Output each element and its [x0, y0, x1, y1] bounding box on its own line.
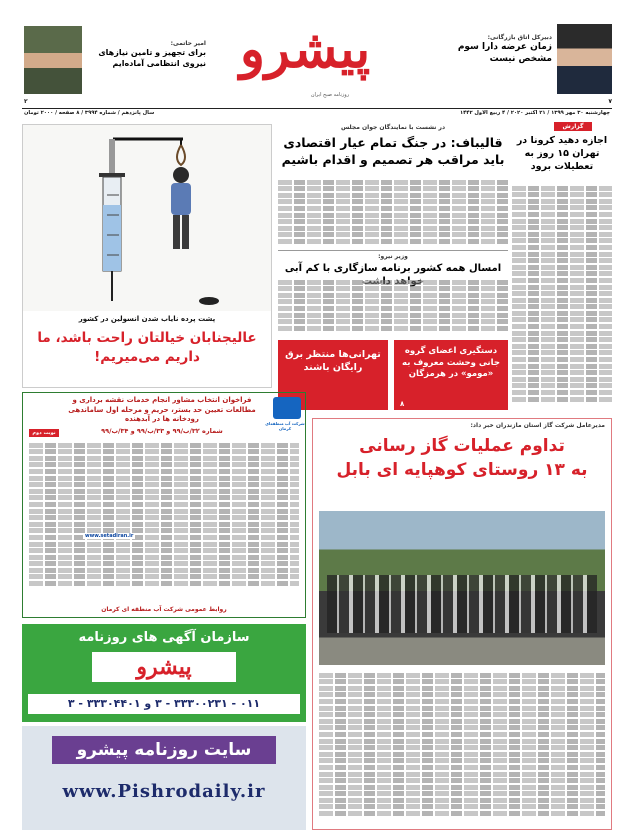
cartoon-title: پشت پرده نایاب شدن انسولین در کشور: [78, 315, 216, 323]
promo-website-box[interactable]: [22, 726, 306, 830]
newspaper-logo: پیشرو: [239, 19, 371, 80]
water-company-logo: [273, 397, 301, 419]
gas-photo-people: [327, 575, 597, 633]
newspaper-subtitle: روزنامه صبح ایران: [310, 92, 350, 98]
notice-body: [29, 441, 299, 597]
red-box-crime-text: دستگیری اعضای گروه جانی وحشت معروف به «مومو» در هرمزگان: [402, 346, 500, 379]
lead-body: [278, 178, 508, 246]
left-headline-block: [86, 40, 206, 69]
lead-story: [278, 122, 508, 334]
gas-story: [312, 418, 612, 830]
issue-line: سال پانزدهم / شماره ۳۹۹۴ / ۸ صفحه / ۲۰۰۰ تومان: [24, 110, 155, 116]
date-line: چهارشنبه ۳۰ مهر ۱۳۹۹ / ۲۱ اکتبر ۲۰۲۰ / ۴ ربیع الاول ۱۴۴۲: [459, 110, 610, 116]
right-portrait: [557, 24, 612, 94]
cartoon-headline[interactable]: عالیجنابان خیالتان راحت باشد، ما داریم می‌میریم!: [37, 330, 257, 365]
gas-headline-1[interactable]: تداوم عملیات گاز رسانی: [359, 436, 565, 456]
notice-number: شماره ۳۲/ب/۹۹ و ۳۳/ب/۹۹ و ۳۴/ب/۹۹: [101, 427, 223, 435]
report-tag: گزارش: [554, 122, 592, 131]
promo-site-title: سایت روزنامه پیشرو: [52, 736, 276, 764]
second-body: [278, 278, 508, 332]
gas-kicker: مدیرعامل شرکت گاز استان مازندران خبر داد:: [470, 422, 605, 429]
masthead-rule: [22, 108, 612, 109]
lead-kicker: در نشست با نمایندگان جوان مجلس: [340, 124, 446, 131]
left-portrait: [24, 26, 82, 94]
right-page-ref: ۷: [608, 98, 612, 105]
left-page-ref: ۲: [24, 98, 28, 105]
left-kicker: امیر حاتمی:: [170, 40, 206, 47]
gas-headline-2[interactable]: به ۱۳ روستای کوهپایه ای بابل: [336, 460, 588, 480]
promo-ads-box: [22, 624, 306, 722]
right-headline[interactable]: زمان عرضه دارا سوم مشخص نیست: [457, 42, 552, 64]
gas-body: [319, 671, 605, 827]
left-headline[interactable]: برای تجهیز و تامین نیازهای نیروی انتظامی آماده‌ایم: [98, 48, 206, 68]
promo-name: پیشرو: [92, 652, 236, 682]
report-body: [512, 184, 612, 456]
lead-divider: [278, 250, 508, 251]
red-box-electricity-text: تهرانی‌ها منتظر برق رایگان باشند: [285, 349, 381, 373]
red-box-crime[interactable]: [394, 340, 508, 410]
cartoon-illustration: [23, 125, 271, 311]
cartoon-panel: [22, 124, 272, 388]
promo-phones[interactable]: ۰۱۱ - ۳۳۳۰۰۲۳۱ - ۳ و ۳۳۳۰۴۴۰۱ - ۳: [28, 694, 300, 714]
gas-photo: [319, 511, 605, 665]
right-kicker: دبیرکل اتاق بازرگانی:: [487, 34, 552, 41]
promo-org-title: سازمان آگهی های روزنامه: [78, 630, 250, 645]
notice-title[interactable]: فراخوان انتخاب مشاور انجام خدمات نقشه برداری و مطالعات تعیین حد بستر، حریم و مرحله اول ساماندهی رودخانه ها در آبدهنده: [68, 396, 256, 423]
tender-ad: [22, 392, 306, 618]
lead-headline[interactable]: قالیباف: در جنگ تمام عیار اقتصادی باید مراقب هر تصمیم و اقدام باشیم: [281, 135, 505, 167]
promo-url[interactable]: www.Pishrodaily.ir: [62, 781, 266, 802]
notice-website[interactable]: www.setadiran.ir: [85, 533, 134, 539]
notice-footer: روابط عمومی شرکت آب منطقه ای کرمان: [101, 606, 227, 613]
second-headline[interactable]: امسال همه کشور برنامه سازگاری با کم آبی: [284, 263, 502, 274]
right-headline-block: [432, 34, 552, 65]
notice-tag: نوبت دوم: [29, 429, 59, 437]
red-box-crime-page: ۸: [400, 400, 405, 408]
masthead: [0, 0, 620, 118]
second-kicker: وزیر نیرو:: [378, 253, 408, 260]
report-headline[interactable]: اجازه دهید کرونا در تهران ۱۵ روز به تعطیلات برود: [516, 135, 608, 172]
company-label: شرکت آب منطقه‌ای کرمان: [265, 421, 305, 431]
